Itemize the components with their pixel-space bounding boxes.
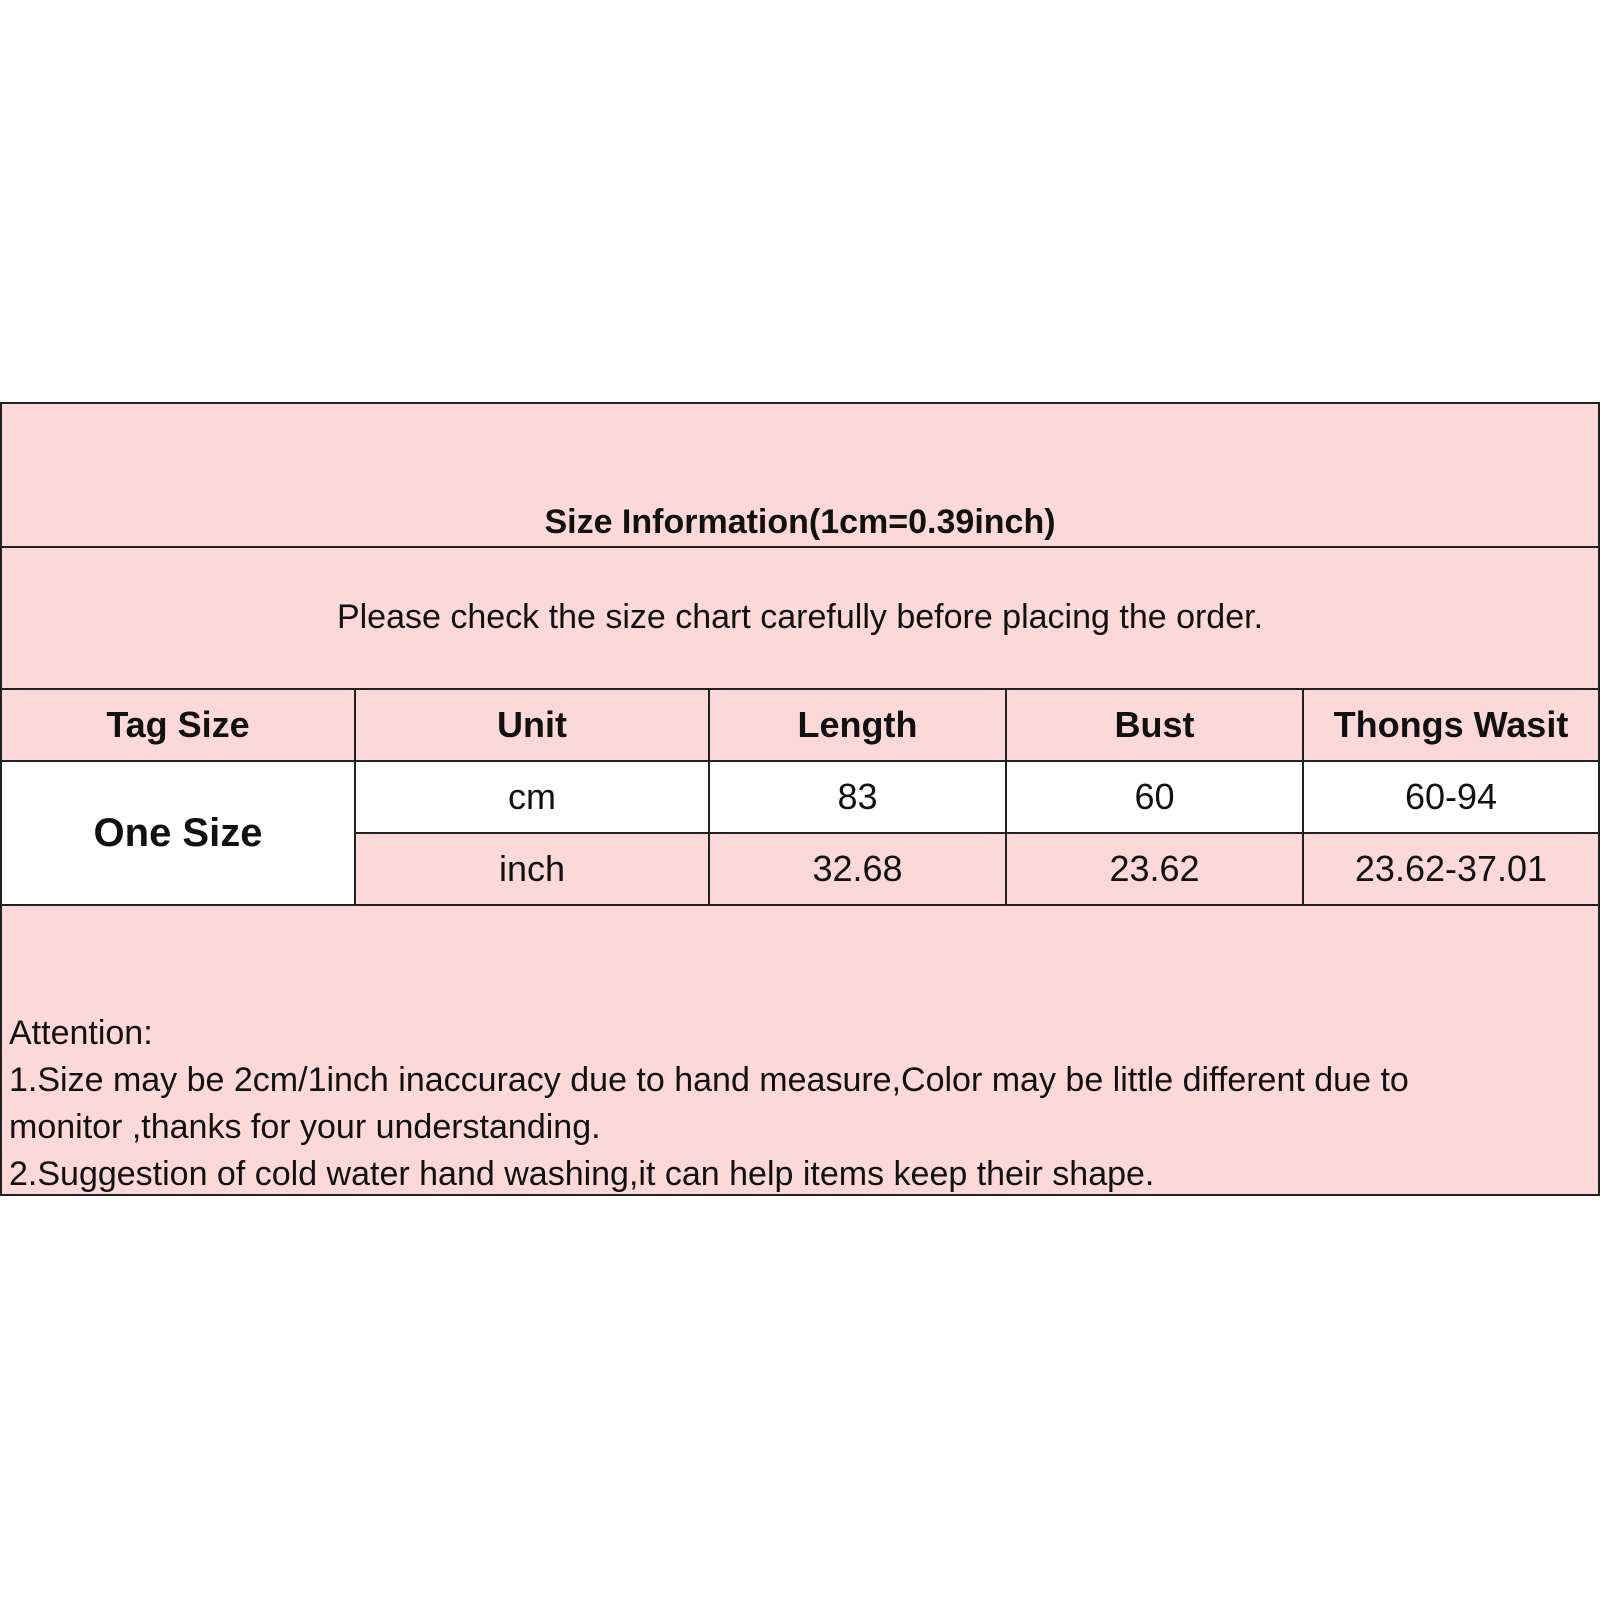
unit-cell: inch — [355, 833, 709, 905]
header-unit: Unit — [355, 690, 709, 761]
attention-line: monitor ,thanks for your understanding. — [9, 1108, 601, 1146]
header-thongs-waist: Thongs Wasit — [1303, 690, 1598, 761]
title-row — [2, 404, 1598, 548]
table-header-row — [2, 690, 1598, 761]
bust-cell: 60 — [1006, 761, 1303, 833]
header-tag-size: Tag Size — [2, 690, 355, 761]
header-bust: Bust — [1006, 690, 1303, 761]
thongs-waist-cell: 60-94 — [1303, 761, 1598, 833]
size-table — [2, 690, 1598, 906]
unit-cell: cm — [355, 761, 709, 833]
attention-heading: Attention: — [9, 1014, 153, 1052]
size-chart — [0, 402, 1600, 1196]
table-row — [2, 761, 1598, 833]
size-check-note: Please check the size chart carefully before placing the order. — [336, 598, 1264, 636]
attention-section — [9, 1010, 1589, 1198]
length-cell: 83 — [709, 761, 1006, 833]
size-chart-title: Size Information(1cm=0.39inch) — [544, 503, 1056, 541]
header-length: Length — [709, 690, 1006, 761]
tag-size-value: One Size — [2, 761, 355, 905]
thongs-waist-cell: 23.62-37.01 — [1303, 833, 1598, 905]
attention-line: 1.Size may be 2cm/1inch inaccuracy due to hand measure,Color may be little different due to — [9, 1061, 1409, 1099]
note-row — [2, 548, 1598, 690]
length-cell: 32.68 — [709, 833, 1006, 905]
attention-line: 2.Suggestion of cold water hand washing,it can help items keep their shape. — [9, 1155, 1155, 1193]
bust-cell: 23.62 — [1006, 833, 1303, 905]
